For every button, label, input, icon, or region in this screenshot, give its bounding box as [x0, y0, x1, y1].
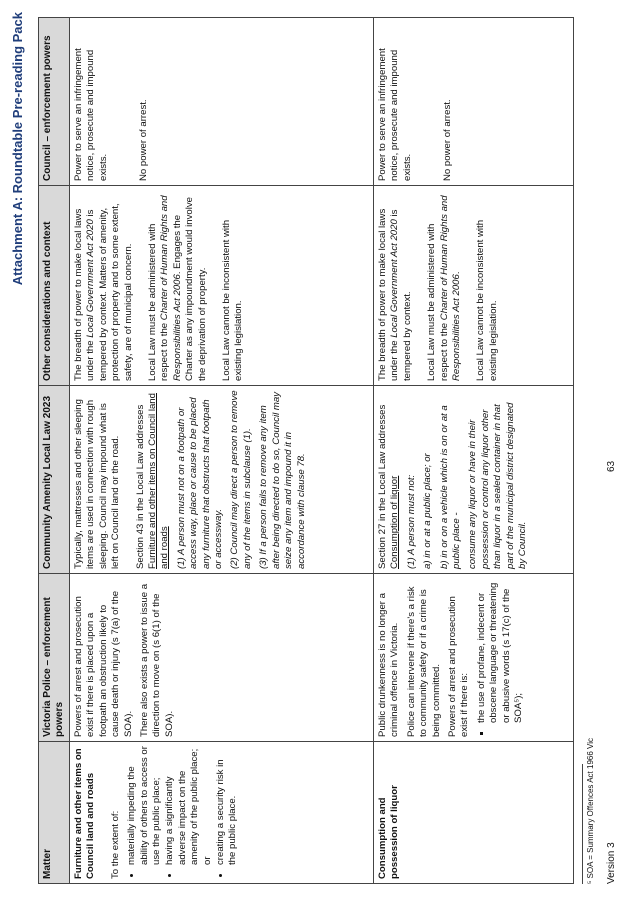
council-text: No power of arrest. — [138, 99, 150, 181]
police-text: Police can intervene if there's a risk to community safety or if a crime is being committed. — [405, 586, 442, 737]
footnote-divider — [582, 764, 583, 884]
matter-intro: To the extent of: — [109, 810, 121, 879]
law-clause: (1) A person must not: — [405, 474, 417, 569]
council-text: Power to serve an infringement notice, prosecute and impound exists. — [377, 48, 413, 181]
law-clause: (3) If a person fails to remove any item after being directed to do so, Council may seize any item and impound it in accordance with clause 78. — [258, 391, 307, 569]
law-section-ref — [377, 390, 402, 569]
other-text-part: The breadth of power to make local laws under the — [377, 208, 401, 381]
other-text-part: Local Law must be administered with respect to the — [147, 223, 171, 381]
council-text: No power of arrest. — [442, 99, 454, 181]
other-text — [426, 190, 463, 381]
other-text-part: The breadth of power to make local laws under the — [73, 208, 97, 381]
law-section-title: Consumption of liquor — [389, 475, 401, 569]
law-clause: consume any liquor or have in their possession or control any liquor other than liquor in a sealed container in that part of the municipal district designated by Council. — [467, 402, 529, 569]
police-text: Powers of arrest and prosecution exist if there is placed upon a footpath an obstruction likely to cause death or injury (s 7(a) of the SOA). — [73, 590, 134, 737]
other-text: Local Law cannot be inconsistent with existing legislation. — [475, 219, 499, 381]
law-text: Section 27 in the Local Law addresses — [377, 404, 388, 569]
header-local-law: Community Amenity Local Law 2023 — [39, 386, 70, 574]
cell-police — [70, 574, 374, 742]
header-council: Council – enforcement powers — [39, 18, 70, 186]
cell-other — [374, 186, 574, 386]
list-item: • materially impeding the ability of others to access or use the public place; — [126, 746, 163, 865]
law-text: Typically, mattresses and other sleeping items are used in connection with rough sleeping. Council may impound what is left on Council land or the road. — [73, 399, 122, 569]
cell-local-law — [374, 386, 574, 574]
law-clause: (1) A person must not on a footpath or access way, place or cause to be placed any furniture that obstructs that footpath or accessway. — [175, 397, 225, 569]
police-bullet-list — [476, 578, 526, 737]
law-clause: a) in or at a public place; or — [422, 453, 434, 569]
list-item: ▪ the use of profane, indecent or obscene language or threatening or abusive words (s 17(c) of the SOA⁵); — [476, 578, 526, 723]
law-clause: b) in or on a vehicle which is on or at a public place - — [438, 405, 463, 569]
cell-local-law — [70, 386, 374, 574]
header-other: Other considerations and context — [39, 186, 70, 386]
cell-council — [70, 18, 374, 186]
header-police: Victoria Police – enforcement powers — [39, 574, 70, 742]
other-text: Local Law cannot be inconsistent with existing legislation. — [221, 219, 245, 381]
act-title: Charter of Human Rights and Responsibilities Act 2006 — [438, 195, 463, 381]
footnote: ⁵ SOA = Summary Offences Act 1966 Vic — [586, 738, 595, 884]
enforcement-table — [38, 17, 574, 884]
other-text — [147, 190, 209, 381]
cell-council — [374, 18, 574, 186]
matter-title: Consumption and possession of liquor — [377, 785, 401, 879]
other-text-part: is tempered by context. — [389, 209, 413, 381]
act-title: Local Government Act 2020 — [389, 219, 401, 338]
version-label: Version 3 — [606, 842, 617, 884]
matter-bullet-list — [126, 746, 240, 879]
law-section-title: Furniture and other items on Council land and roads — [147, 393, 171, 569]
law-text: Section 43 in the Local Law addresses — [134, 404, 146, 569]
police-text: Public drunkenness is no longer a criminal offence in Victoria. — [377, 593, 401, 737]
council-text: Power to serve an infringement notice, prosecute and impound exists. — [73, 48, 109, 181]
other-text-part: is tempered by context. Matters of amenity, protection of property and to some extent, safety, are of municipal concern. — [85, 203, 134, 381]
other-text-part: Local Law must be administered with respect to the — [426, 223, 450, 381]
police-text: Powers of arrest and prosecution exist if there is: — [447, 596, 471, 737]
other-text-part: . — [451, 271, 463, 275]
cell-matter — [374, 742, 574, 884]
act-title: Local Government Act 2020 — [85, 219, 97, 338]
police-text: There also exists a power to issue a direction to move on (s 6(1) of the SOA). — [139, 583, 175, 737]
law-section-ref — [135, 390, 172, 569]
other-text — [377, 190, 414, 381]
page-number: 63 — [606, 460, 617, 472]
table-header-row — [39, 18, 70, 884]
list-item: • creating a security risk in the public place. — [215, 746, 240, 865]
cell-police — [374, 574, 574, 742]
page-title: Attachment A: Roundtable Pre-reading Pack — [10, 12, 25, 286]
cell-other — [70, 186, 374, 386]
matter-title: Furniture and other items on Council land and roads — [73, 748, 97, 879]
act-title: Charter of Human Rights and Responsibilities Act 2006 — [159, 195, 183, 381]
other-text — [73, 190, 135, 381]
cell-matter — [70, 742, 374, 884]
header-matter: Matter — [39, 742, 70, 884]
list-item: • having a significantly adverse impact on the amenity of the public place; or — [164, 746, 214, 865]
other-text-part: . Engages the Charter as any impoundment would involve the deprivation of property. — [171, 197, 208, 381]
table-row-liquor — [374, 18, 574, 884]
table-row-furniture — [70, 18, 374, 884]
law-clause: (2) Council may direct a person to remove any of the items in subclause (1). — [229, 390, 253, 569]
